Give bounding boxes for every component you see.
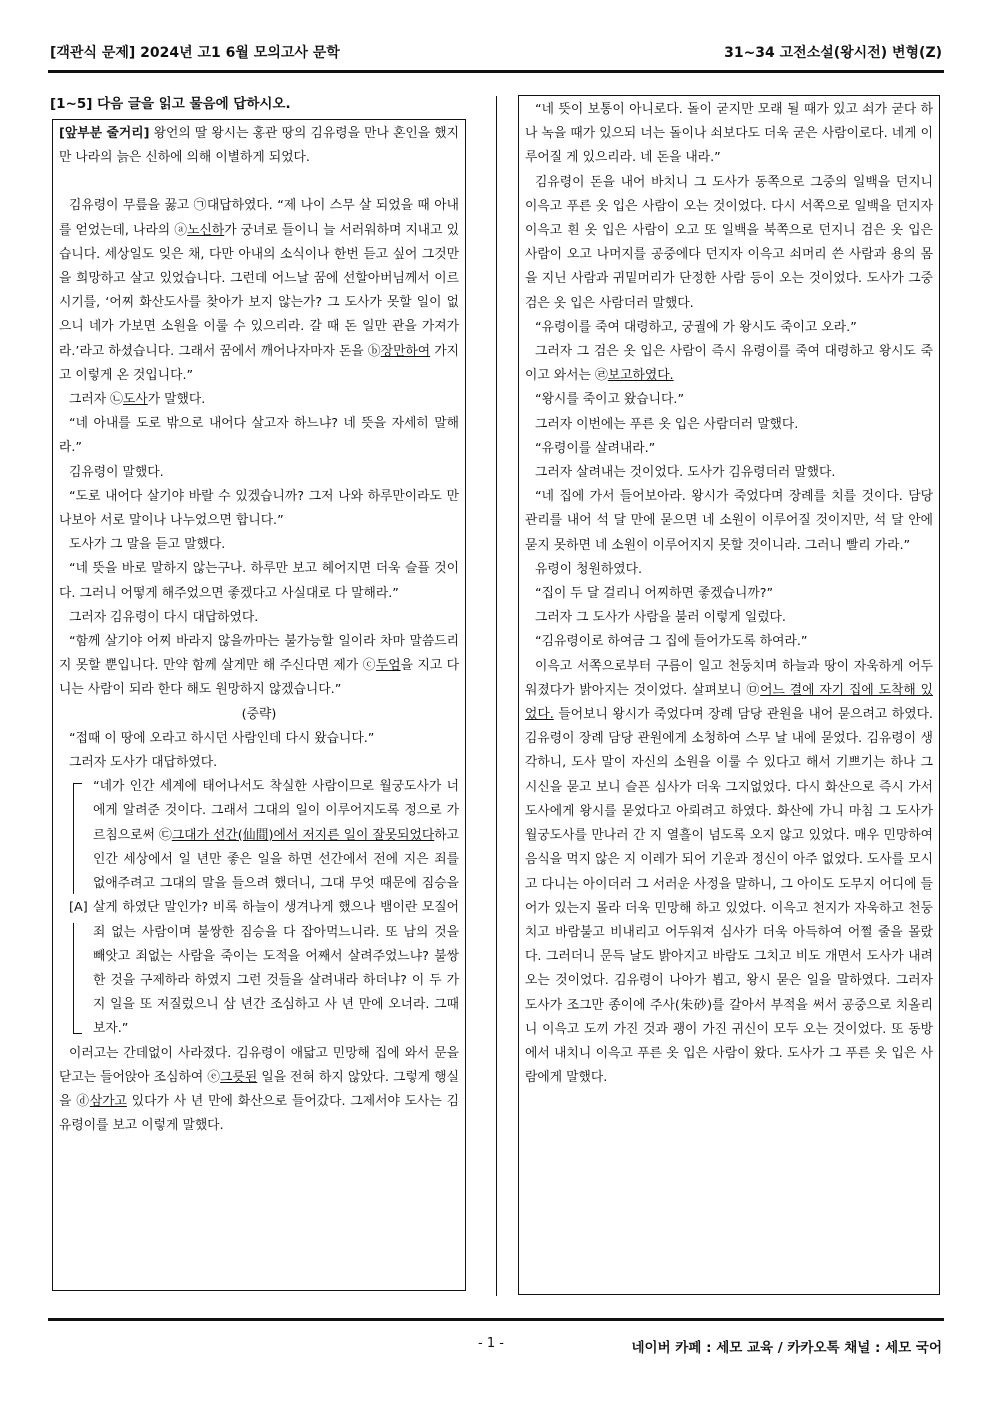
paragraph: “네 아내를 도로 밖으로 내어다 살고자 하느냐? 네 뜻을 자세히 말해라.” bbox=[59, 416, 459, 456]
column-divider bbox=[496, 96, 497, 1296]
section-a-label: [A] bbox=[69, 894, 88, 922]
page-number: - 1 - bbox=[478, 1336, 504, 1351]
paragraph: “네 뜻이 보통이 아니로다. 돌이 굳지만 모래 될 때가 있고 쇠가 굳다 하나 녹을 때가 있으되 너는 돌이나 쇠보다도 더욱 굳은 사람이로다. 네게 이루어질 게 있으리라. 네 돈을 내라.” bbox=[525, 102, 933, 166]
summary-label: [앞부분 줄거리] bbox=[59, 126, 150, 141]
underlined-phrase: 그대가 선간(仙間)에서 저지른 일이 잘못되었다 bbox=[171, 827, 435, 843]
paragraph: 그러자 그 검은 옷 입은 사람이 즉시 유령이를 죽여 대령하고 왕시도 죽이고 와서는 ㉣보고하였다. bbox=[525, 344, 933, 384]
header-title: [객관식 문제] 2024년 고1 6월 모의고사 문학 bbox=[50, 45, 340, 61]
section-a bbox=[59, 775, 459, 1041]
underlined-word: 노신하 bbox=[187, 222, 225, 238]
paragraph: 김유령이 말했다. bbox=[69, 464, 164, 480]
paragraph: 김유령이 돈을 내어 바치니 그 도사가 동쪽으로 그중의 일백을 던지니 이윽고 푸른 옷 입은 사람이 오는 것이었다. 다시 서쪽으로 일백을 던지자 이윽고 흰 옷 입은 사람이 오고 또 일백을 북쪽으로 던지니 검은 옷 입은 사람이 오고 나머지를 공중에다 던지자 이윽고 쇠머리 쓴 사람과 용의 몸을 지닌 사람과 귀밑머리가 단정한 사람 등이 오는 것이었다. 도사가 그중 검은 옷 입은 사람더러 말했다. bbox=[525, 174, 933, 311]
paragraph: 김유령이 무릎을 꿇고 ㉠대답하였다. “제 나이 스무 살 되었을 때 아내를 얻었는데, 나라의 ⓐ노신하가 궁녀로 들이니 늘 서러워하며 지내고 있습니다. 세상일도 잊은 채, 다만 아내의 소식이나 한번 듣고 싶어 그것만을 희망하고 살고 있었습니다. 그런데 어느날 꿈에 선할아버님께서 이르시기를, ‘어찌 화산도사를 찾아가 보지 않는가? 그 도사가 못할 일이 없으니 네가 가보면 소원을 이룰 수 있으리라. 갈 때 돈 일만 관을 가져가라.’라고 하셨습니다. 그래서 꿈에서 깨어나자마자 돈을 ⓑ장만하여 가지고 이렇게 온 것입니다.” bbox=[59, 198, 460, 383]
paragraph: 유령이 청원하였다. bbox=[535, 561, 643, 577]
passage-left-column bbox=[52, 119, 466, 1291]
underlined-word: 그릇된 bbox=[220, 1069, 258, 1085]
underlined-word: 삼가고 bbox=[89, 1093, 127, 1109]
underlined-word: 도사 bbox=[122, 392, 148, 408]
underlined-word: 보고하였다. bbox=[607, 368, 674, 384]
paragraph: 그러자 이번에는 푸른 옷 입은 사람더러 말했다. bbox=[535, 416, 799, 432]
underlined-word: 두엄 bbox=[375, 658, 401, 674]
paragraph: “김유령이로 하여금 그 집에 들어가도록 하여라.” bbox=[535, 634, 808, 650]
paragraph: 이윽고 서쪽으로부터 구름이 일고 천둥치며 하늘과 땅이 자욱하게 어두워졌다가 밝아지는 것이었다. 살펴보니 ㉤어느 결에 자기 집에 도착해 있었다. 들어보니 왕시가 죽었다며 장례 담당 관원을 내어 묻으려고 하였다. 김유령이 장례 담당 관원에게 소청하여 스무 날 내에 묻었다. 김유령이 생각하니, 도사 말이 자신의 소원을 이룰 수 있다고 해서 기쁘기는 하나 그 시신을 묻고 보니 슬픈 심사가 더욱 그지없었다. 다시 화산으로 즉시 가서 도사에게 왕시를 묻었다고 아뢰려고 하였다. 화산에 가니 마침 그 도사가 월궁도사를 만나러 간 지 열흘이 넘도록 오지 않고 있었다. 매우 민망하여 음식을 먹지 않은 지 이레가 되어 기운과 정신이 아주 없었다. 도사를 모시고 다니는 아이더러 그 서러운 사정을 말하니, 그 아이도 도무지 어디에 들어가 있는지 몰라 더욱 민망해 하고 있었다. 이윽고 천지가 자욱하고 천둥치고 바람불고 비내리고 어두워져 심사가 더욱 아득하여 어쩔 줄을 몰랐다. 그러더니 문득 날도 밝아지고 바람도 그치고 비도 개면서 도사가 내려오는 것이었다. 김유령이 나아가 뵙고, 왕시 묻은 일을 말하였다. 그러자 도사가 조그만 종이에 주사(朱砂)를 갈아서 부적을 써서 공중으로 치올리니 이윽고 도끼 가진 것과 괭이 가진 귀신이 모두 오는 것이었다. 또 동방에서 내치니 이윽고 푸른 옷 입은 사람이 왔다. 도사가 그 푸른 옷 입은 사람에게 말했다. bbox=[525, 658, 933, 1086]
header-subtitle: 31~34 고전소설(왕시전) 변형(Z) bbox=[724, 45, 942, 61]
omission-marker: (중략) bbox=[241, 706, 277, 722]
paragraph: “네가 인간 세계에 태어나서도 착실한 사람이므로 월궁도사가 너에게 알려준 것이다. 그래서 그대의 일이 이루어지도록 정으로 가르침으로써 ㉢그대가 선간(仙間)에서 저지른 일이 잘못되었다하고 인간 세상에서 일 년만 좋은 일을 하면 선간에서 전에 지은 죄를 없애주려고 그대의 말을 들으려 했더니, 그대 무엇 때문에 짐승을 살게 하였단 말인가? 비록 하늘이 생겨나게 했으나 뱀이란 모질어 죄 없는 사람이며 불쌍한 짐승을 다 잡아먹느니라. 또 남의 것을 빼앗고 죄없는 사람을 죽이는 도적을 어째서 살려주었느냐? 불쌍한 것을 구제하라 하였지 그런 것들을 살려내라 하더냐? 이 두 가지 일을 또 저질렀으니 삼 년간 조심하고 사 년 만에 오너라. 그때 보자.” bbox=[93, 779, 459, 1037]
paragraph: “유령이를 죽여 대령하고, 궁궐에 가 왕시도 죽이고 오라.” bbox=[535, 319, 857, 335]
paragraph: 그러자 김유령이 다시 대답하였다. bbox=[69, 609, 259, 625]
bottom-rule bbox=[48, 1318, 944, 1321]
paragraph: “집이 두 달 걸리니 어찌하면 좋겠습니까?” bbox=[535, 586, 774, 602]
question-instruction: [1~5] 다음 글을 읽고 물음에 답하시오. bbox=[50, 96, 291, 112]
paragraph: 도사가 그 말을 듣고 말했다. bbox=[69, 537, 226, 553]
paragraph: 그러자 ㉡도사가 말했다. bbox=[69, 392, 206, 408]
paragraph: 이러고는 간데없이 사라졌다. 김유령이 애닯고 민망해 집에 와서 문을 닫고는 들어앉아 조심하여 ⓔ그릇된 일을 전혀 하지 않았다. 그렇게 행실을 ⓓ삼가고 있다가 사 년 만에 화산으로 들어갔다. 그제서야 도사는 김유령이를 보고 이렇게 말했다. bbox=[59, 1045, 460, 1134]
paragraph: 그러자 그 도사가 사람을 불러 이렇게 일렀다. bbox=[535, 610, 786, 626]
summary: [앞부분 줄거리] 왕언의 딸 왕시는 홍관 땅의 김유령을 만나 혼인을 했지만 나라의 늙은 신하에 의해 이별하게 되었다. bbox=[59, 126, 459, 166]
paragraph: “왕시를 죽이고 왔습니다.” bbox=[535, 392, 685, 408]
underlined-word: 장만하여 bbox=[380, 343, 431, 359]
paragraph: “유령이를 살려내라.” bbox=[535, 440, 656, 456]
top-rule bbox=[48, 70, 944, 73]
paragraph: “함께 살기야 어찌 바라지 않을까마는 불가능할 일이라 차마 말씀드리지 못할 뿐입니다. 만약 함께 살게만 해 주신다면 제가 ⓒ두엄을 지고 다니는 사람이 되라 한다 해도 원망하지 않겠습니다.” bbox=[59, 634, 459, 698]
underlined-phrase: 어느 결에 자기 집에 도착해 있었다. bbox=[525, 682, 933, 723]
paragraph: “네 뜻을 바로 말하지 않는구나. 하루만 보고 헤어지면 더욱 슬플 것이다. 그러니 어떻게 해주었으면 좋겠다고 사실대로 다 말해라.” bbox=[59, 561, 459, 601]
paragraph: 그러자 살려내는 것이었다. 도사가 김유령더러 말했다. bbox=[535, 465, 836, 481]
paragraph: 그러자 도사가 대답하였다. bbox=[69, 755, 218, 771]
paragraph: “네 집에 가서 들어보아라. 왕시가 죽었다며 장례를 치를 것이다. 담당 관리를 내어 석 달 만에 묻으면 네 소원이 이루어질 것이지만, 석 달 안에 묻지 못하면 네 소원이 이루어지지 못할 것이니라. 그러니 빨리 가라.” bbox=[525, 489, 933, 553]
passage-right-column bbox=[518, 95, 940, 1295]
paragraph: “접때 이 땅에 오라고 하시던 사람인데 다시 왔습니다.” bbox=[69, 730, 375, 746]
footer-credit: 네이버 카페 : 세모 교육 / 카카오톡 채널 : 세모 국어 bbox=[631, 1340, 942, 1356]
paragraph: “도로 내어다 살기야 바랄 수 있겠습니까? 그저 나와 하루만이라도 만나보아 서로 말이나 나누었으면 합니다.” bbox=[59, 488, 459, 529]
